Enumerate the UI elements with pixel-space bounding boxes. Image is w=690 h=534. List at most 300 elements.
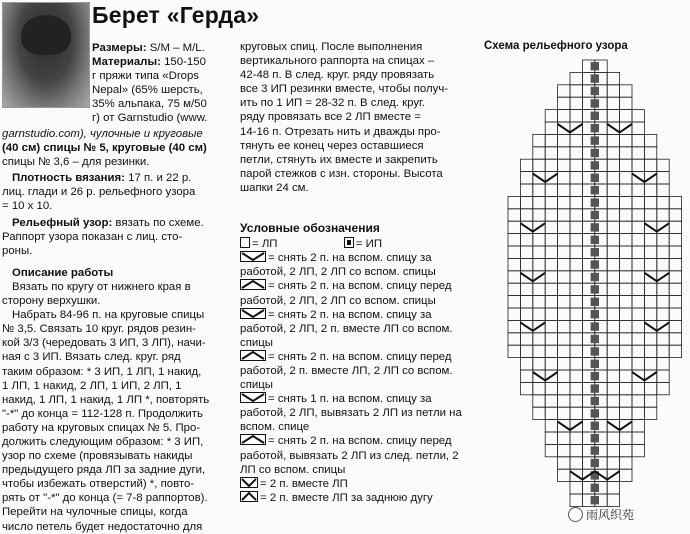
legend-row — [240, 279, 482, 307]
chart-cell — [533, 246, 545, 258]
work-text — [2, 280, 234, 534]
chart-cell — [657, 258, 669, 270]
spec-label: Размеры: — [92, 42, 147, 54]
chart-cell — [545, 345, 557, 357]
chart-cell — [558, 457, 570, 469]
chart-cell — [620, 382, 632, 394]
chart-cell — [632, 110, 644, 122]
chart-cell — [607, 221, 619, 233]
chart-cell — [533, 196, 545, 208]
chart-cell — [558, 333, 570, 345]
chart-cell — [508, 258, 520, 270]
chart-cell — [632, 221, 644, 233]
work-line: Перейти на чулочные спицы, когда — [2, 506, 188, 519]
continuation-line: ряду провязать все 2 ЛП вместе = — [240, 111, 421, 124]
work-line: 1 ЛП, 1 накид, 2 ЛП, 1 ИП, 2 ЛП, 1 — [2, 379, 182, 392]
chart-cell — [508, 283, 520, 295]
chart-cell — [644, 246, 656, 258]
chart-cell — [620, 159, 632, 171]
chart-cell — [545, 209, 557, 221]
chart-spine-cell — [591, 198, 599, 206]
chart-cell — [558, 469, 570, 481]
chart-spine-cell — [591, 87, 599, 95]
cable-right-icon — [240, 251, 266, 262]
chart-cell — [545, 196, 557, 208]
chart-cell — [657, 234, 669, 246]
chart-cell — [558, 246, 570, 258]
density-label: Плотность вязания: — [12, 172, 125, 185]
chart-cell — [520, 296, 532, 308]
chart-cell — [620, 85, 632, 97]
chart-cell — [669, 333, 681, 345]
chart-cell — [545, 407, 557, 419]
chart-cell — [570, 271, 582, 283]
chart-cell — [657, 172, 669, 184]
chart-spine-cell — [591, 422, 599, 430]
legend-text: = снять 2 п. на вспом. спицу перед — [240, 434, 482, 448]
chart-cell — [558, 296, 570, 308]
chart-cell — [558, 370, 570, 382]
chart-cell — [620, 432, 632, 444]
chart-cell — [657, 345, 669, 357]
chart-cell — [558, 172, 570, 184]
spec-line: Nepal» (65% шерсть, — [92, 84, 203, 97]
continuation-line: петли, стянуть их вместе и закрепить — [240, 153, 438, 166]
legend-text: = снять 2 п. на вспом. спицу за — [240, 308, 482, 322]
chart-cell — [570, 457, 582, 469]
legend-text: спицы — [240, 336, 273, 349]
chart-cell — [533, 333, 545, 345]
chart-cell — [533, 358, 545, 370]
chart-cell — [669, 258, 681, 270]
chart-cell — [558, 283, 570, 295]
chart-cell — [607, 296, 619, 308]
chart-cell — [607, 97, 619, 109]
chart-cell — [533, 345, 545, 357]
chart-spine-cell — [591, 322, 599, 330]
chart-cell — [632, 271, 644, 283]
chart-cell — [632, 147, 644, 159]
chart-cell — [533, 234, 545, 246]
chart-cell — [570, 134, 582, 146]
chart-cell — [570, 209, 582, 221]
chart-cell — [620, 283, 632, 295]
continuation-line: вертикального раппорта на спицах – — [240, 55, 435, 68]
chart-spine-cell — [591, 62, 599, 70]
chart-cell — [607, 382, 619, 394]
chart-cell — [607, 370, 619, 382]
chart-spine-cell — [591, 99, 599, 107]
chart-cell — [607, 85, 619, 97]
chart-cell — [508, 333, 520, 345]
chart-cell — [644, 283, 656, 295]
chart-cell — [570, 196, 582, 208]
chart-cell — [520, 209, 532, 221]
chart-cell — [508, 308, 520, 320]
chart-cell — [644, 345, 656, 357]
legend-list — [240, 251, 482, 505]
chart-cell — [520, 246, 532, 258]
chart-cell — [558, 407, 570, 419]
chart-cell — [620, 184, 632, 196]
chart-cell — [620, 271, 632, 283]
chart-cell — [620, 457, 632, 469]
chart-cell — [558, 271, 570, 283]
legend-row — [240, 392, 482, 434]
chart-title: Схема рельефного узора — [484, 40, 628, 52]
chart-cell — [545, 444, 557, 456]
work-line: ная с 3 ИП. Вязать след. круг. ряд — [2, 351, 181, 364]
chart-cell — [669, 320, 681, 332]
chart-cell — [644, 308, 656, 320]
chart-cell — [570, 258, 582, 270]
chart-cell — [545, 271, 557, 283]
chart-spine-cell — [591, 335, 599, 343]
density-text: 17 п. и 22 р. — [124, 172, 192, 185]
chart-cell — [644, 407, 656, 419]
chart-cell — [570, 147, 582, 159]
chart-cell — [607, 258, 619, 270]
work-line: № 3,5. Связать 10 круг. рядов резин- — [2, 323, 196, 336]
chart-spine-cell — [591, 397, 599, 405]
relief-line: Раппорт узора показан с лиц. сто- — [2, 230, 183, 243]
chart-cell — [545, 432, 557, 444]
spec-value: 150-150 — [160, 56, 206, 69]
purl-square-icon — [344, 237, 354, 248]
chart-cell — [632, 320, 644, 332]
chart-cell — [644, 358, 656, 370]
chart-cell — [520, 234, 532, 246]
chart-cell — [508, 234, 520, 246]
chart-spine-cell — [591, 223, 599, 231]
legend-text: = 2 п. вместе ЛП — [240, 477, 482, 491]
chart-spine-cell — [591, 186, 599, 194]
chart-spine-cell — [591, 446, 599, 454]
chart-cell — [632, 444, 644, 456]
chart-cell — [533, 209, 545, 221]
chart-cell — [620, 234, 632, 246]
chart-spine-cell — [591, 112, 599, 120]
chart-cell — [620, 110, 632, 122]
chart-cell — [558, 308, 570, 320]
chart-cell — [620, 345, 632, 357]
chart-cell — [558, 444, 570, 456]
legend-text: работой, 2 п. вместе ЛП, 2 ЛП со вспом. — [240, 364, 453, 377]
chart-cell — [657, 159, 669, 171]
chart-cell — [657, 382, 669, 394]
chart-cell — [558, 320, 570, 332]
chart-spine-cell — [591, 124, 599, 132]
chart-cell — [657, 184, 669, 196]
left-column — [2, 127, 234, 534]
chart-cell — [570, 85, 582, 97]
legend-row — [240, 491, 482, 505]
chart-cell — [669, 345, 681, 357]
chart-cell — [570, 370, 582, 382]
chart-cell — [632, 382, 644, 394]
cable-left-dec-icon — [240, 350, 266, 361]
chart-cell — [533, 395, 545, 407]
chart-cell — [570, 494, 582, 506]
chart-cell — [632, 283, 644, 295]
chart-spine-cell — [591, 285, 599, 293]
chart-spine-cell — [591, 74, 599, 82]
continuation-line: ить по 1 ИП = 28-32 п. В след. круг. — [240, 97, 425, 110]
chart-cell — [607, 358, 619, 370]
chart-cell — [533, 134, 545, 146]
chart-cell — [669, 283, 681, 295]
chart-cell — [607, 333, 619, 345]
continuation-line: парой стежков с изн. стороны. Высота — [240, 167, 443, 180]
chart-cell — [545, 308, 557, 320]
chart-cell — [632, 122, 644, 134]
chart-cell — [669, 271, 681, 283]
cable-right-dec-icon — [240, 308, 266, 319]
chart-cell — [669, 308, 681, 320]
cable-right-inc-icon — [240, 392, 266, 403]
chart-cell — [570, 246, 582, 258]
chart-cell — [558, 382, 570, 394]
chart-cell — [545, 382, 557, 394]
chart-cell — [620, 134, 632, 146]
chart-cell — [644, 159, 656, 171]
chart-cell — [657, 209, 669, 221]
chart-cell — [620, 308, 632, 320]
chart-cell — [607, 407, 619, 419]
chart-cell — [607, 457, 619, 469]
chart-spine-cell — [591, 174, 599, 182]
chart-cell — [570, 110, 582, 122]
watermark-text: 雨风织苑 — [586, 508, 635, 522]
chart-cell — [558, 221, 570, 233]
chart-cell — [545, 333, 557, 345]
chart-cell — [607, 271, 619, 283]
legend-text: = снять 2 п. на вспом. спицу за — [240, 251, 482, 265]
chart-cell — [508, 209, 520, 221]
chart-spine-cell — [591, 484, 599, 492]
chart-cell — [520, 382, 532, 394]
chart-cell — [558, 147, 570, 159]
chart-cell — [520, 184, 532, 196]
chart-cell — [632, 196, 644, 208]
legend-text: = снять 2 п. на вспом. спицу перед — [240, 279, 482, 293]
continuation-line: 14-16 п. Отрезать нить и дважды про- — [240, 125, 441, 138]
spec-line: г) от Garnstudio (www. — [92, 112, 208, 125]
legend-text: = 2 п. вместе ЛП за заднюю дугу — [240, 491, 482, 505]
chart-cell — [620, 370, 632, 382]
chart-cell — [607, 184, 619, 196]
chart-cell — [607, 444, 619, 456]
chart-cell — [632, 184, 644, 196]
chart-cell — [570, 407, 582, 419]
chart-cell — [558, 258, 570, 270]
chart-cell — [657, 370, 669, 382]
chart-cell — [607, 246, 619, 258]
chart-cell — [570, 333, 582, 345]
chart-spine-cell — [591, 347, 599, 355]
wechat-icon — [568, 507, 583, 522]
chart-spine-cell — [591, 384, 599, 392]
chart-cell — [657, 358, 669, 370]
chart-cell — [545, 258, 557, 270]
relief-text: вязать по схеме. — [112, 216, 204, 229]
legend-text: работой, вывязать 2 ЛП из след. петли, 2 — [240, 449, 459, 462]
chart-cell — [669, 296, 681, 308]
chart-spine-cell — [591, 149, 599, 157]
chart-cell — [545, 134, 557, 146]
chart-cell — [607, 209, 619, 221]
chart-cell — [632, 407, 644, 419]
chart-cell — [545, 246, 557, 258]
chart-cell — [607, 234, 619, 246]
legend-text: ЛП со вспом. спицы — [240, 463, 346, 476]
chart-cell — [520, 345, 532, 357]
chart-cell — [632, 258, 644, 270]
chart-cell — [607, 147, 619, 159]
chart-cell — [533, 308, 545, 320]
chart-cell — [607, 345, 619, 357]
chart-cell — [508, 296, 520, 308]
chart-cell — [533, 184, 545, 196]
chart-cell — [620, 221, 632, 233]
chart-cell — [570, 358, 582, 370]
chart-cell — [545, 358, 557, 370]
chart-cell — [558, 110, 570, 122]
work-line: "-*" до конца = 112-128 п. Продолжить — [2, 407, 203, 420]
legend-text: спицы — [240, 379, 273, 392]
chart-cell — [669, 221, 681, 233]
chart-cell — [570, 234, 582, 246]
chart-cell — [607, 395, 619, 407]
chart-cell — [632, 209, 644, 221]
legend-text: работой, 2 ЛП, 2 ЛП со вспом. спицы — [240, 294, 436, 307]
chart-cell — [632, 296, 644, 308]
chart-cell — [520, 258, 532, 270]
legend-row — [240, 477, 482, 491]
chart-cell — [545, 234, 557, 246]
chart-cell — [533, 382, 545, 394]
chart-spine-cell — [591, 360, 599, 368]
work-line: предыдущего ряда ЛП за задние дуги, — [2, 464, 206, 477]
chart-cell — [508, 345, 520, 357]
chart-spine-cell — [591, 409, 599, 417]
work-title: Описание работы — [12, 266, 114, 279]
legend-title: Условные обозначения — [240, 221, 380, 236]
chart-cell — [533, 296, 545, 308]
knit-square-icon — [240, 237, 250, 248]
chart-cell — [545, 296, 557, 308]
materials-line: garnstudio.com), чулочные и круговые — [2, 128, 203, 140]
spec-line: г пряжи типа «Drops — [92, 70, 199, 83]
chart-cell — [558, 85, 570, 97]
chart-cell — [570, 482, 582, 494]
relief-label: Рельефный узор: — [12, 216, 113, 229]
chart-cell — [558, 196, 570, 208]
chart-cell — [545, 184, 557, 196]
legend-knit: = ЛП — [252, 238, 278, 251]
spec-value: S/M – M/L. — [146, 42, 205, 54]
chart-cell — [632, 345, 644, 357]
chart-cell — [570, 283, 582, 295]
continuation-line: круговых спиц. После выполнения — [240, 41, 423, 53]
continuation-line: шапки 24 см. — [240, 181, 309, 194]
chart-cell — [620, 97, 632, 109]
chart-spine-cell — [591, 434, 599, 442]
chart-cell — [533, 258, 545, 270]
work-line: число петель будет недостаточно для — [2, 520, 203, 533]
density-line: лиц. глади и 26 р. рельефного узора — [2, 186, 196, 199]
chart-cell — [669, 196, 681, 208]
chart-cell — [570, 432, 582, 444]
chart-cell — [520, 333, 532, 345]
legend-text: вспом. спице — [240, 421, 310, 434]
chart-cell — [570, 184, 582, 196]
chart-spine-cell — [591, 298, 599, 306]
chart-spine-cell — [591, 273, 599, 281]
chart-spine-cell — [591, 136, 599, 144]
chart-cell — [644, 258, 656, 270]
right-column — [240, 40, 482, 505]
chart-cell — [657, 283, 669, 295]
chart-cell — [533, 283, 545, 295]
chart-cell — [570, 345, 582, 357]
chart-cell — [558, 395, 570, 407]
chart-cell — [545, 320, 557, 332]
legend-text: = снять 1 п. на вспом. спицу за — [240, 392, 482, 406]
chart-cell — [644, 395, 656, 407]
chart-cell — [607, 482, 619, 494]
chart-cell — [632, 420, 644, 432]
chart-cell — [570, 444, 582, 456]
chart-cell — [607, 283, 619, 295]
chart-cell — [657, 196, 669, 208]
work-line: работу на круговых спицах № 5. Про- — [2, 421, 201, 434]
work-line: Набрать 84-96 п. на круговые спицы — [12, 309, 205, 322]
chart-cell — [520, 196, 532, 208]
chart-cell — [558, 358, 570, 370]
chart-cell — [644, 234, 656, 246]
chart-cell — [607, 196, 619, 208]
chart-spine-cell — [591, 248, 599, 256]
legend-text: работой, 2 ЛП, вывязать 2 ЛП из петли на — [240, 407, 462, 420]
chart-cell — [607, 172, 619, 184]
chart-cell — [607, 134, 619, 146]
chart-cell — [520, 308, 532, 320]
chart-cell — [520, 283, 532, 295]
chart-cell — [620, 320, 632, 332]
chart-cell — [632, 333, 644, 345]
chart-cell — [545, 122, 557, 134]
chart-cell — [570, 308, 582, 320]
chart-cell — [620, 358, 632, 370]
work-line: кой 3/3 (чередовать 3 ИП, 3 ЛП), начи- — [2, 337, 206, 350]
chart-cell — [632, 234, 644, 246]
legend-row — [240, 251, 482, 279]
materials-line: спицы № 3,6 – для резинки. — [2, 156, 150, 169]
chart-cell — [644, 382, 656, 394]
chart-cell — [558, 345, 570, 357]
watermark — [568, 506, 634, 523]
legend-row — [240, 350, 482, 392]
chart-cell — [632, 308, 644, 320]
chart-cell — [632, 159, 644, 171]
continuation-line: тянуть ее конец через оставшиеся — [240, 139, 424, 152]
chart-spine-cell — [591, 496, 599, 504]
chart-cell — [620, 333, 632, 345]
materials-line: (40 см) спицы № 5, круговые (40 см) — [2, 142, 207, 155]
chart-cell — [520, 172, 532, 184]
chart-cell — [620, 258, 632, 270]
